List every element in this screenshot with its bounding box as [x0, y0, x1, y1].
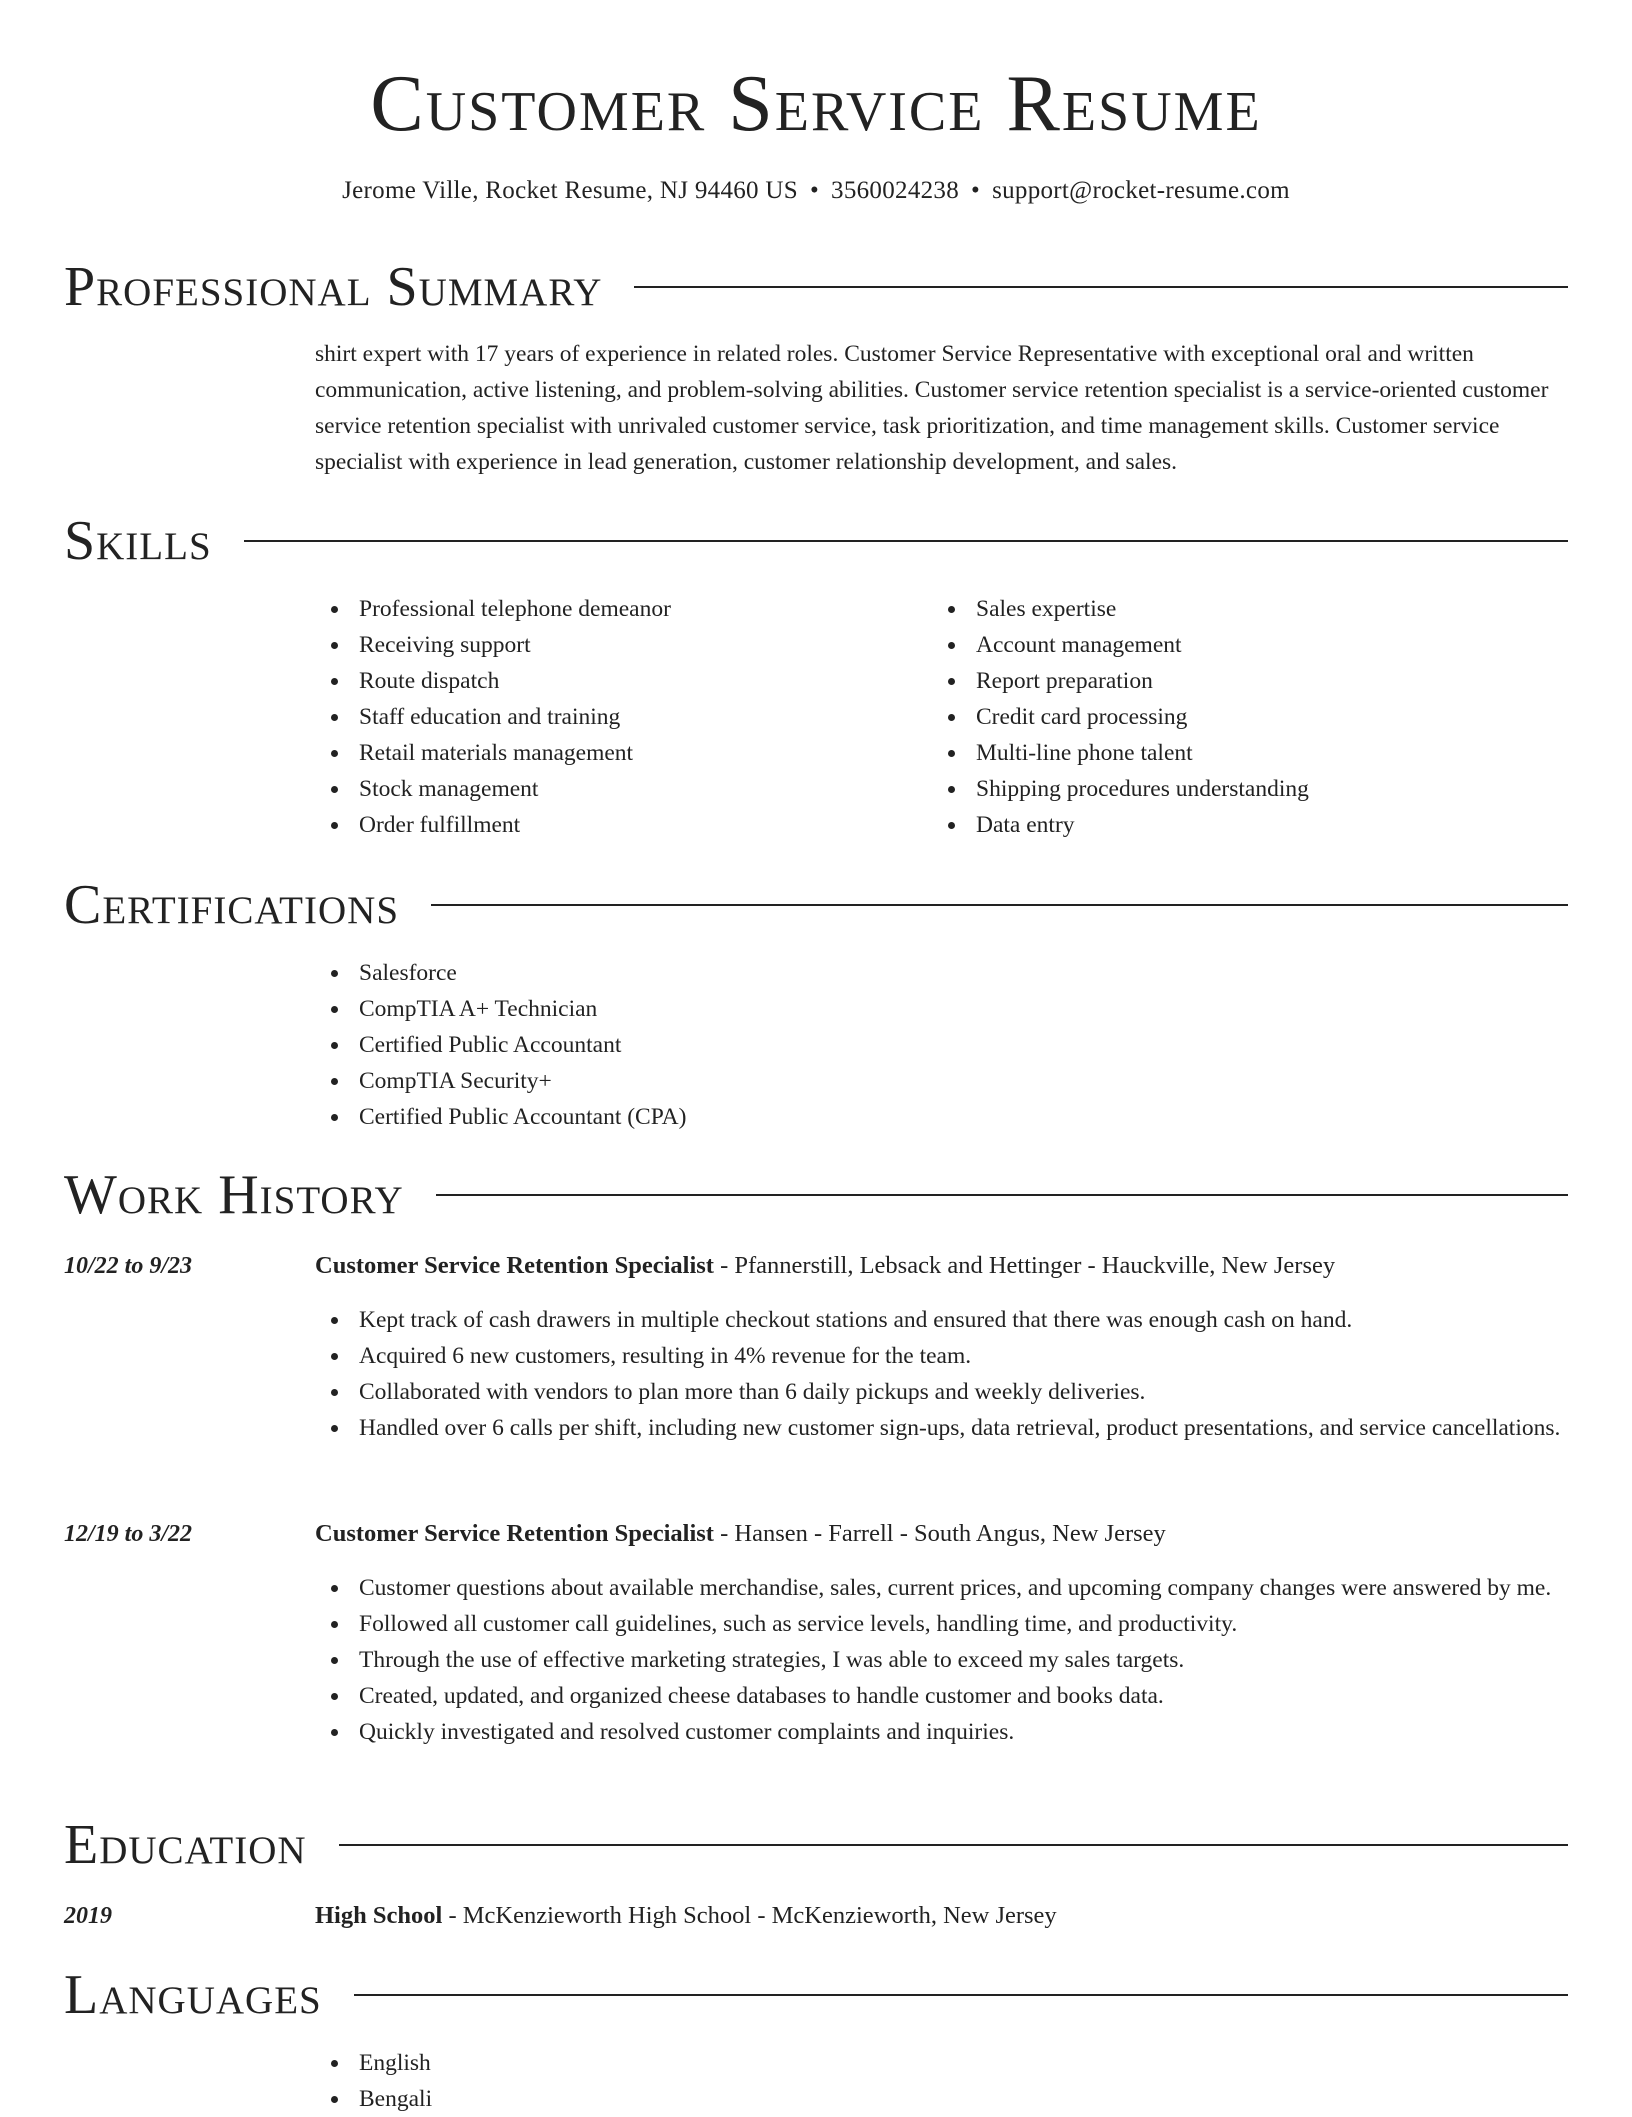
contact-line [0, 175, 1632, 207]
section-divider [431, 904, 1568, 906]
contact-email[interactable]: support@rocket-resume.com [992, 177, 1290, 204]
skill-item: Sales expertise [932, 591, 1562, 627]
job-title-line [315, 1516, 1568, 1552]
section-title: Skills [64, 510, 212, 572]
job-bullet: Through the use of effective marketing strategies, I was able to exceed my sales targets. [315, 1642, 1568, 1678]
section-title: Professional Summary [64, 256, 603, 318]
job-role: Customer Service Retention Specialist [315, 1520, 714, 1547]
section-skills-header [64, 508, 1568, 574]
skill-item: Data entry [932, 807, 1562, 843]
certification-item: Certified Public Accountant (CPA) [315, 1099, 1568, 1135]
skill-item: Staff education and training [315, 699, 915, 735]
section-divider [634, 286, 1568, 288]
section-title: Education [64, 1814, 307, 1876]
contact-address: Jerome Ville, Rocket Resume, NJ 94460 US [342, 177, 798, 204]
languages-list [315, 2045, 1568, 2117]
skills-list-right [932, 591, 1562, 843]
section-title: Certifications [64, 874, 400, 936]
job-bullet: Created, updated, and organized cheese databases to handle customer and books data. [315, 1678, 1568, 1714]
section-title: Work History [64, 1164, 404, 1226]
skill-item: Route dispatch [315, 663, 915, 699]
job-bullet: Quickly investigated and resolved customer complaints and inquiries. [315, 1714, 1568, 1750]
education-year: 2019 [64, 1903, 112, 1929]
section-certifications-header [64, 872, 1568, 938]
section-divider [244, 540, 1568, 542]
section-languages-header [64, 1962, 1568, 2028]
skill-item: Retail materials management [315, 735, 915, 771]
education-school: - McKenzieworth High School - McKenzieworth, New Jersey [442, 1902, 1057, 1929]
section-divider [436, 1194, 1568, 1196]
section-divider [354, 1994, 1568, 1996]
education-line [315, 1898, 1568, 1934]
job-dates: 12/19 to 3/22 [64, 1521, 193, 1547]
job-bullet: Collaborated with vendors to plan more than 6 daily pickups and weekly deliveries. [315, 1374, 1568, 1410]
contact-separator: • [971, 177, 981, 204]
section-work-header [64, 1162, 1568, 1228]
job-bullets [315, 1302, 1568, 1446]
job-dates: 10/22 to 9/23 [64, 1253, 193, 1279]
language-item: English [315, 2045, 1568, 2081]
contact-separator: • [809, 177, 820, 204]
job-title-line [315, 1248, 1568, 1284]
section-title: Languages [64, 1964, 322, 2026]
section-summary-header [64, 254, 1568, 320]
skill-item: Order fulfillment [315, 807, 915, 843]
skill-item: Receiving support [315, 627, 915, 663]
section-education-header [64, 1812, 1568, 1878]
job-employer: - Pfannerstill, Lebsack and Hettinger - Hauckville, New Jersey [713, 1252, 1336, 1279]
certification-item: Certified Public Accountant [315, 1027, 1568, 1063]
job-role: Customer Service Retention Specialist [315, 1252, 714, 1279]
job-bullet: Acquired 6 new customers, resulting in 4% revenue for the team. [315, 1338, 1568, 1374]
skill-item: Credit card processing [932, 699, 1562, 735]
summary-text: shirt expert with 17 years of experience in related roles. Customer Service Representative with exceptional oral and written communication, active listening, and problem-solving abilities. Customer service retention specialist is a service-oriented customer service retention specialist with unrivaled customer service, task prioritization, and time management skills. Customer service specialist with experience in lead generation, customer relationship development, and sales. [315, 341, 1549, 475]
skill-item: Shipping procedures understanding [932, 771, 1562, 807]
certification-item: Salesforce [315, 955, 1568, 991]
skills-list-left [315, 591, 915, 843]
certification-item: CompTIA Security+ [315, 1063, 1568, 1099]
resume-title: Customer Service Resume [370, 60, 1262, 148]
certification-item: CompTIA A+ Technician [315, 991, 1568, 1027]
language-item: Bengali [315, 2081, 1568, 2117]
education-degree: High School [315, 1902, 443, 1929]
job-bullet: Customer questions about available merchandise, sales, current prices, and upcoming company changes were answered by me. [315, 1570, 1568, 1606]
skill-item: Multi-line phone talent [932, 735, 1562, 771]
certifications-list [315, 955, 1568, 1135]
section-divider [339, 1844, 1568, 1846]
job-bullet: Kept track of cash drawers in multiple checkout stations and ensured that there was enough cash on hand. [315, 1302, 1568, 1338]
job-employer: - Hansen - Farrell - South Angus, New Jersey [713, 1520, 1166, 1547]
skill-item: Account management [932, 627, 1562, 663]
contact-phone: 3560024238 [831, 177, 960, 204]
job-bullets [315, 1570, 1568, 1750]
skill-item: Report preparation [932, 663, 1562, 699]
job-bullet: Handled over 6 calls per shift, including new customer sign-ups, data retrieval, product presentations, and service cancellations. [315, 1410, 1568, 1446]
job-bullet: Followed all customer call guidelines, such as service levels, handling time, and productivity. [315, 1606, 1568, 1642]
skill-item: Stock management [315, 771, 915, 807]
skill-item: Professional telephone demeanor [315, 591, 915, 627]
